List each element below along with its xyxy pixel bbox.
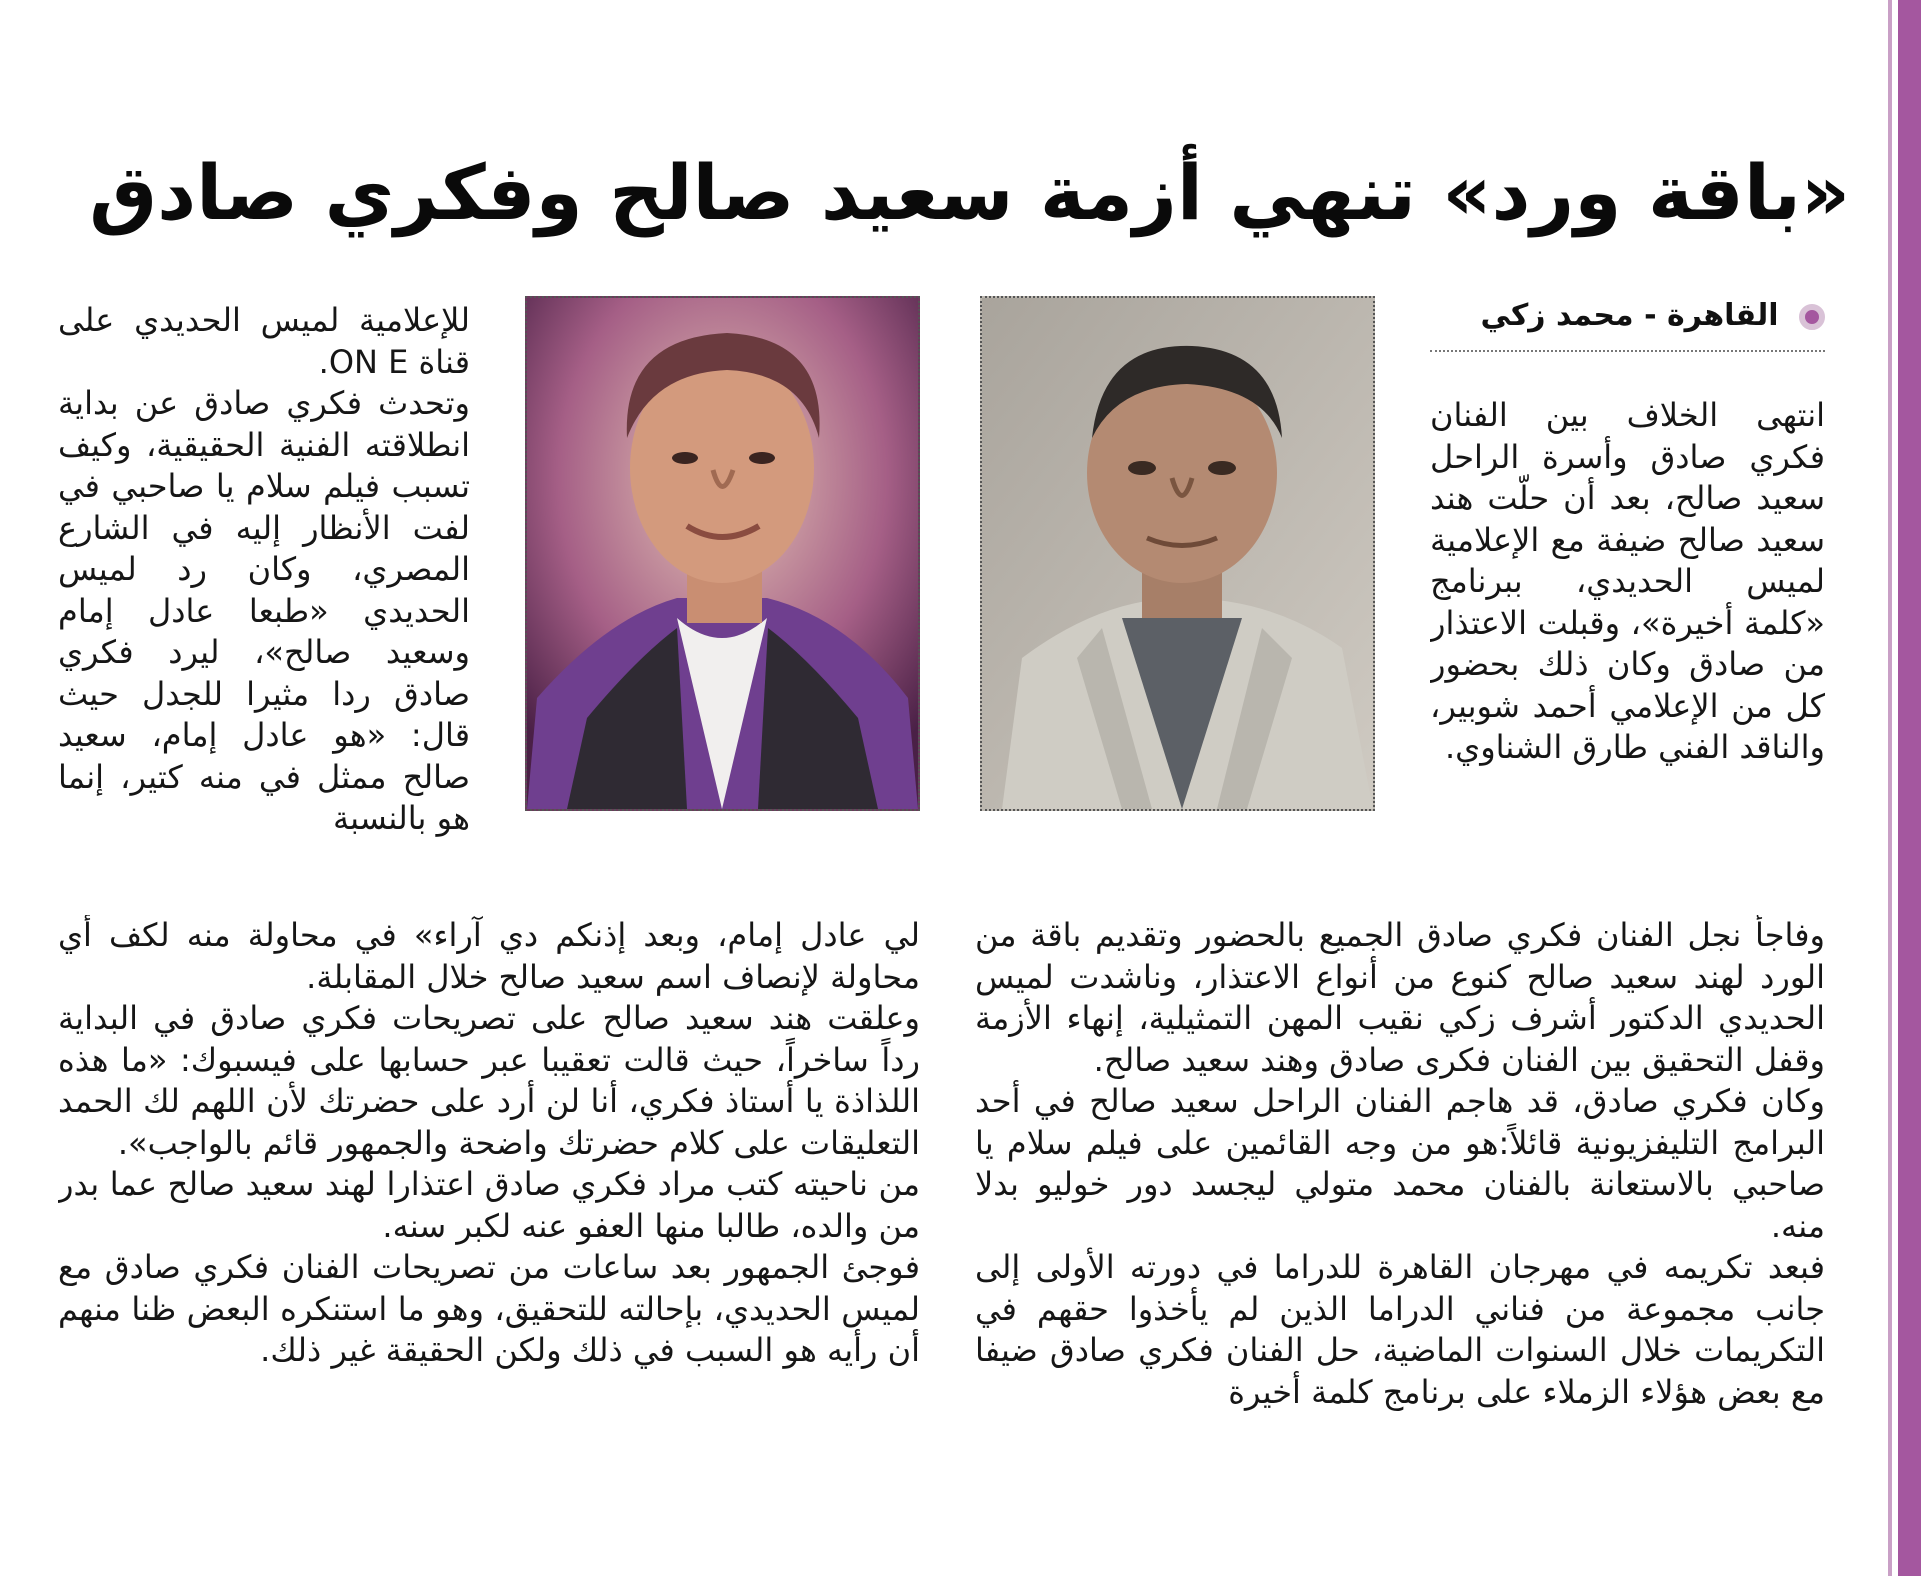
byline-divider (1430, 350, 1825, 352)
article-column-3 (975, 915, 1825, 1525)
page-edge-accent-bar (1898, 0, 1921, 1576)
article-column-1 (1430, 395, 1825, 915)
bullet-dot-icon (1799, 304, 1825, 330)
article-column-2 (58, 300, 470, 915)
byline-text: القاهرة - محمد زكي (1480, 298, 1779, 333)
photo-saeed-saleh (525, 296, 920, 811)
photo-fikry-sadek (980, 296, 1375, 811)
portrait-purple-jacket-illustration (527, 298, 918, 809)
headline: «باقة ورد» تنهي أزمة سعيد صالح وفكري صادق (89, 148, 1850, 237)
article-paragraph: انتهى الخلاف بين الفنان فكري صادق وأسرة الراحل سعيد صالح، بعد أن حلّت هند سعيد صالح ضيفة مع الإعلامية لميس الحديدي، ببرنامج «كلمة أخيرة»، وقبلت الاعتذار من صادق وكان ذلك بحضور كل من الإعلامي أحمد شوبير، والناقد الفني طارق الشناوي. (1430, 396, 1825, 766)
page-edge-accent-thin (1888, 0, 1892, 1576)
article-column-4 (58, 915, 920, 1525)
portrait-older-man-illustration (982, 298, 1373, 809)
byline (1430, 295, 1825, 337)
article-paragraph: لي عادل إمام، وبعد إذنكم دي آراء» في محاولة منه لكف أي محاولة لإنصاف اسم سعيد صالح خلال المقابلة. وعلقت هند سعيد صالح على تصريحات فكري صادق في البداية رداً ساخراً، حيث قالت تعقيبا عبر حسابها على فيسبوك: «ما هذه اللذاذة يا أستاذ فكري، أنا لن أرد على حضرتك لأن اللهم لك الحمد التعليقات على كلام حضرتك واضحة والجمهور قائم بالواجب». من ناحيته كتب مراد فكري صادق اعتذارا لهند سعيد صالح عما بدر من والده، طالبا منها العفو عنه لكبر سنه. فوجئ الجمهور بعد ساعات من تصريحات الفنان فكري صادق مع لميس الحديدي، بإحالته للتحقيق، وهو ما استنكره البعض ظنا منهم أن رأيه هو السبب في ذلك ولكن الحقيقة غير ذلك. (58, 916, 920, 1369)
article-paragraph: وفاجأ نجل الفنان فكري صادق الجميع بالحضور وتقديم باقة من الورد لهند سعيد صالح كنوع من أنواع الاعتذار، وناشدت لميس الحديدي الدكتور أشرف زكي نقيب المهن التمثيلية، إنهاء الأزمة وقفل التحقيق بين الفنان فكرى صادق وهند سعيد صالح. وكان فكري صادق، قد هاجم الفنان الراحل سعيد صالح في أحد البرامج التليفزيونية قائلاً:هو من وجه القائمين على فيلم سلام يا صاحبي بالاستعانة بالفنان محمد متولي ليجسد دور خوليو بدلا منه. فبعد تكريمه في مهرجان القاهرة للدراما في دورته الأولى إلى جانب مجموعة من فناني الدراما الذين لم يأخذوا حقهم في التكريمات خلال السنوات الماضية، حل الفنان فكري صادق ضيفا مع بعض هؤلاء الزملاء على برنامج كلمة أخيرة (975, 916, 1825, 1411)
article-paragraph: للإعلامية لميس الحديدي على قناة ON E. وتحدث فكري صادق عن بداية انطلاقته الفنية الحقيقية، وكيف تسبب فيلم سلام يا صاحبي في لفت الأنظار إليه في الشارع المصري، وكان رد لميس الحديدي «طبعا عادل إمام وسعيد صالح»، ليرد فكري صادق ردا مثيرا للجدل حيث قال: «هو عادل إمام، سعيد صالح ممثل في منه كتير، إنما هو بالنسبة (58, 301, 470, 837)
